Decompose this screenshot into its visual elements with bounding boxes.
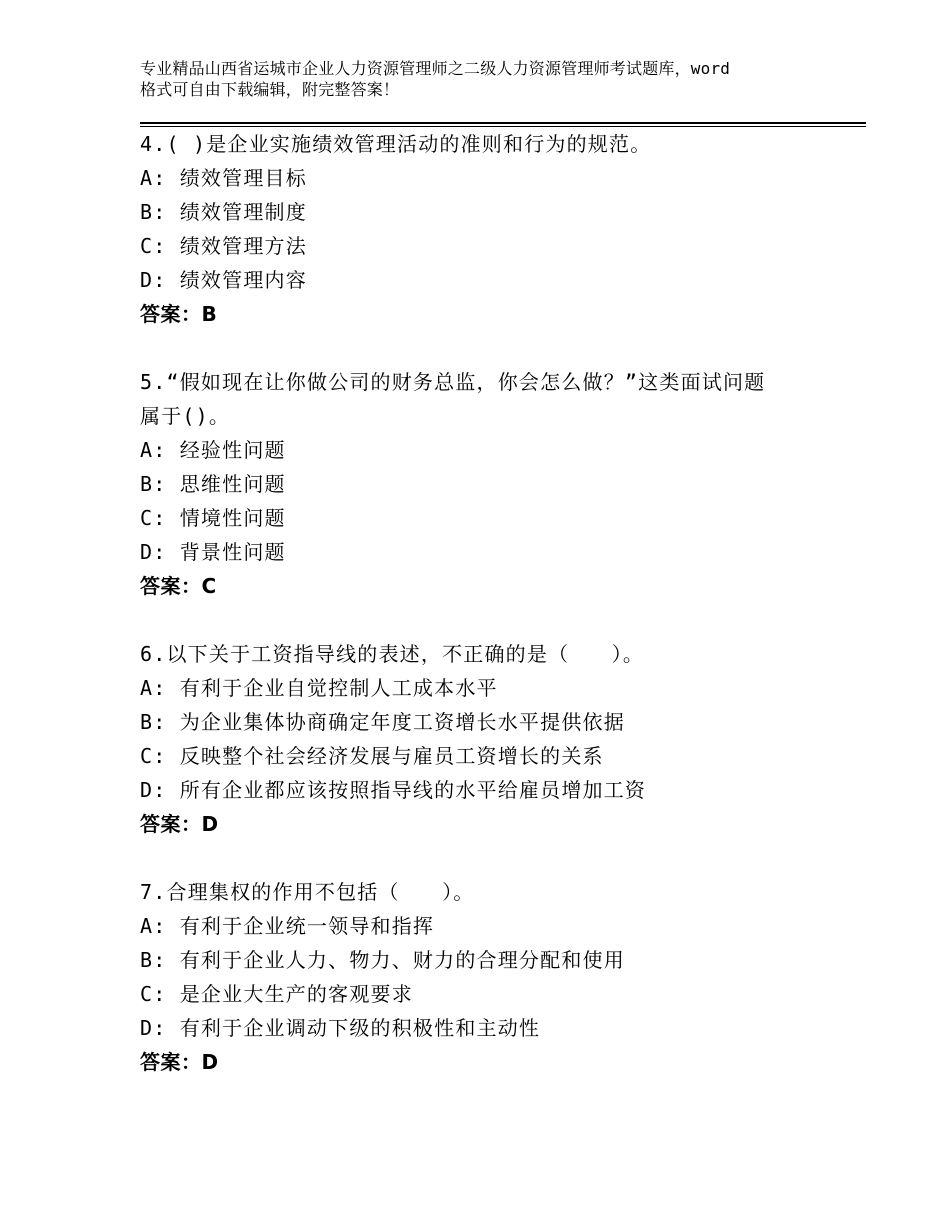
option-a: A: 有利于企业统一领导和指挥 [140,914,435,938]
answer-value: B [201,302,218,326]
header-line-1: 专业精品山西省运城市企业人力资源管理师之二级人力资源管理师考试题库，word [140,59,731,78]
question-stem: 4.( )是企业实施绩效管理活动的准则和行为的规范。 [140,132,652,156]
header-divider-thick [140,122,866,124]
option-c: C: 反映整个社会经济发展与雇员工资增长的关系 [140,744,604,768]
option-a: A: 绩效管理目标 [140,166,307,190]
option-c: C: 是企业大生产的客观要求 [140,982,413,1006]
answer-value: D [201,1050,219,1074]
answer-value: D [201,812,219,836]
answer-line [140,569,866,603]
option-b: B: 有利于企业人力、物力、财力的合理分配和使用 [140,948,625,972]
question-stem-continued: 属于()。 [140,404,231,428]
option-c: C: 情境性问题 [140,506,286,530]
question-item [140,365,866,603]
question-item [140,637,866,841]
option-d: D: 绩效管理内容 [140,268,307,292]
answer-label: 答案： [140,574,202,598]
answer-label: 答案： [140,302,202,326]
question-item [140,127,866,331]
option-b: B: 绩效管理制度 [140,200,307,224]
header-line-2: 格式可自由下载编辑，附完整答案！ [140,80,400,99]
option-c: C: 绩效管理方法 [140,234,307,258]
question-item [140,875,866,1079]
question-list [140,127,866,1079]
document-header [140,58,840,100]
option-d: D: 所有企业都应该按照指导线的水平给雇员增加工资 [140,778,647,802]
question-stem: 7.合理集权的作用不包括（ ）。 [140,880,475,904]
answer-label: 答案： [140,812,202,836]
option-d: D: 背景性问题 [140,540,286,564]
answer-line [140,297,866,331]
option-b: B: 思维性问题 [140,472,286,496]
option-b: B: 为企业集体协商确定年度工资增长水平提供依据 [140,710,625,734]
option-a: A: 经验性问题 [140,438,286,462]
answer-label: 答案： [140,1050,202,1074]
option-a: A: 有利于企业自觉控制人工成本水平 [140,676,498,700]
answer-value: C [201,574,217,598]
answer-line [140,807,866,841]
question-stem: 5.“假如现在让你做公司的财务总监，你会怎么做？”这类面试问题 [140,370,766,394]
answer-line [140,1045,866,1079]
option-d: D: 有利于企业调动下级的积极性和主动性 [140,1016,541,1040]
question-stem: 6.以下关于工资指导线的表述，不正确的是（ ）。 [140,642,645,666]
